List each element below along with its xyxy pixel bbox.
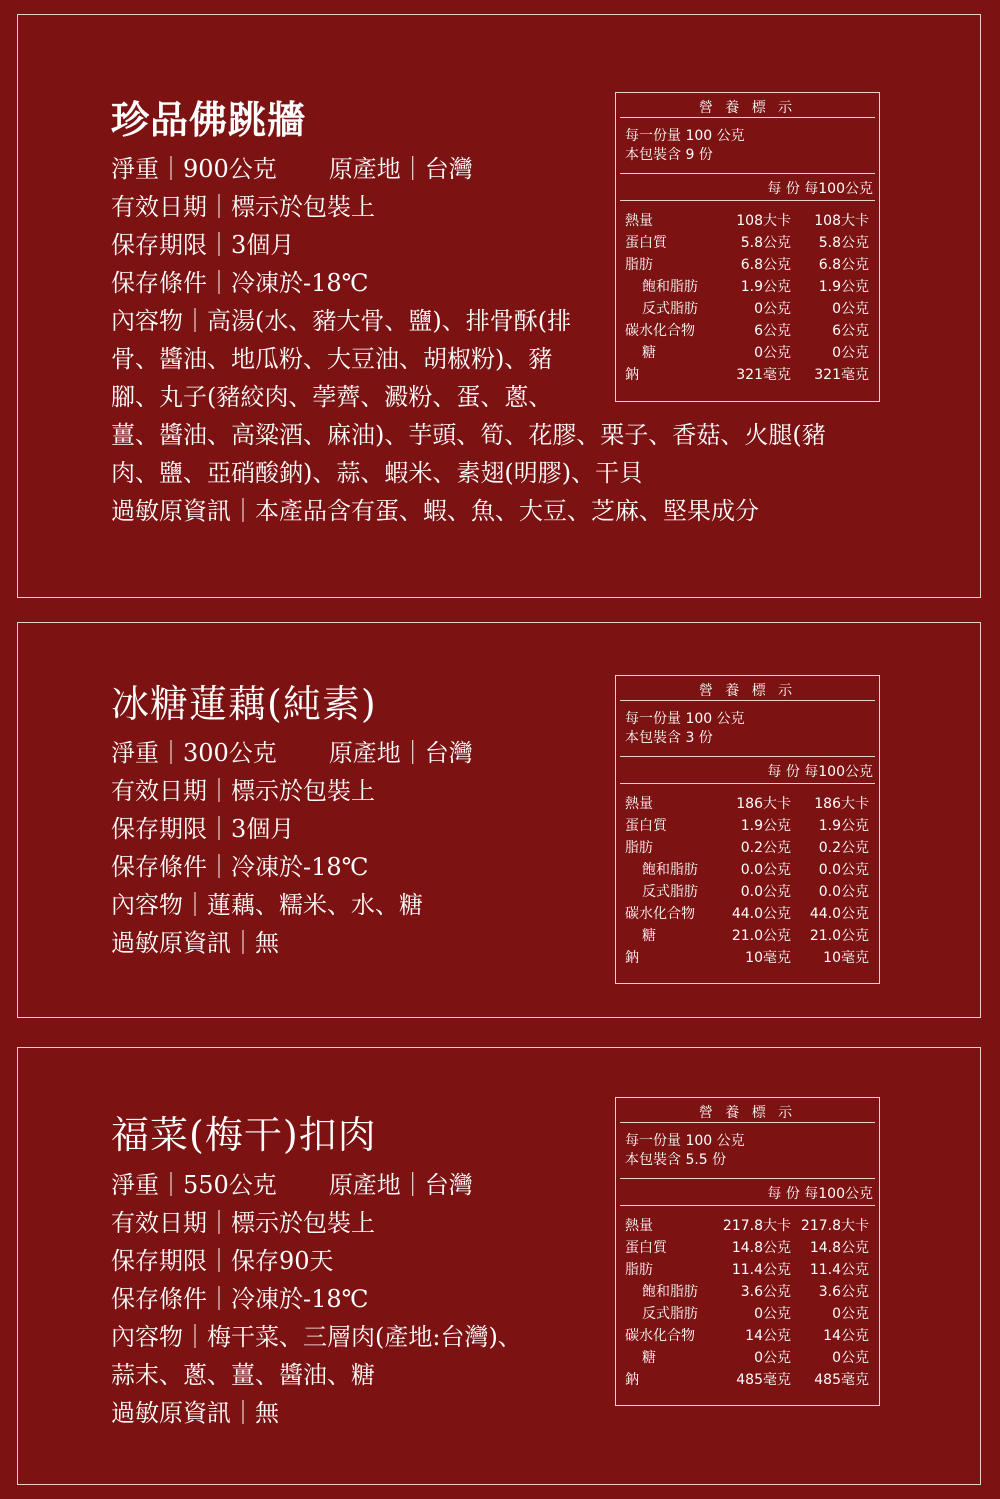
nutrition-rows <box>616 201 879 386</box>
nutrient-label: 鈉 <box>625 1372 639 1388</box>
per-serving-value: 1.9公克 <box>740 818 791 834</box>
nutrient-label: 熱量 <box>625 1218 653 1234</box>
per-100g-value: 21.0公克 <box>809 928 869 944</box>
nutrition-row <box>616 881 879 903</box>
nutrition-title: 營 養 標 示 <box>698 1105 797 1121</box>
info-line: 骨、醬油、地瓜粉、大豆油、胡椒粉)、豬 <box>111 345 553 373</box>
product-title: 珍品佛跳牆 <box>111 97 307 142</box>
nutrition-row <box>616 1369 879 1391</box>
nutrient-label: 脂肪 <box>625 840 653 856</box>
info-line: 腳、丸子(豬絞肉、荸薺、澱粉、蛋、蔥、 <box>111 383 553 411</box>
info-line: 薑、醬油、高粱酒、麻油)、芋頭、筍、花膠、栗子、香菇、火腿(豬 <box>111 421 826 449</box>
nutrient-label: 反式脂肪 <box>642 1306 698 1322</box>
nutrient-label: 碳水化合物 <box>625 323 695 339</box>
info-line: 有效日期｜標示於包裝上 <box>111 777 375 805</box>
nutrient-label: 脂肪 <box>625 1262 653 1278</box>
nutrient-label: 糖 <box>642 928 656 944</box>
product-panel-braised-pork <box>17 1047 981 1485</box>
per-100g-value: 0公克 <box>832 345 869 361</box>
per-serving-value: 321毫克 <box>736 367 791 383</box>
nutrition-row <box>616 1215 879 1237</box>
net-weight: 淨重｜550公克 <box>111 1171 277 1199</box>
info-line: 內容物｜高湯(水、豬大骨、鹽)、排骨酥(排 <box>111 307 572 335</box>
per-serving-value: 44.0公克 <box>731 906 791 922</box>
per-100g-value: 485毫克 <box>814 1372 869 1388</box>
per-100g-value: 186大卡 <box>814 796 869 812</box>
nutrition-title: 營 養 標 示 <box>698 683 797 699</box>
serving-info <box>616 701 879 756</box>
nutrition-row <box>616 320 879 342</box>
servings-per-package: 本包裝含 3 份 <box>625 730 713 746</box>
per-100g-value: 0.0公克 <box>818 862 869 878</box>
serving-size: 每一份量 100 公克 <box>625 128 745 144</box>
per-100g-value: 0.2公克 <box>818 840 869 856</box>
per-100g-value: 0.0公克 <box>818 884 869 900</box>
per-serving-value: 108大卡 <box>736 213 791 229</box>
servings-per-package: 本包裝含 5.5 份 <box>625 1152 727 1168</box>
per-serving-value: 0公克 <box>754 1306 791 1322</box>
nutrition-row <box>616 210 879 232</box>
nutrient-label: 飽和脂肪 <box>642 862 698 878</box>
nutrition-column-header: 每 份 每100公克 <box>767 181 873 197</box>
nutrition-row <box>616 859 879 881</box>
serving-size: 每一份量 100 公克 <box>625 711 745 727</box>
info-line: 內容物｜梅干菜、三層肉(產地:台灣)、 <box>111 1323 522 1351</box>
per-serving-value: 11.4公克 <box>731 1262 791 1278</box>
nutrition-facts-box <box>615 1097 880 1406</box>
nutrition-row <box>616 276 879 298</box>
per-serving-value: 217.8大卡 <box>722 1218 791 1234</box>
nutrient-label: 蛋白質 <box>625 235 667 251</box>
per-serving-value: 0公克 <box>754 345 791 361</box>
nutrient-label: 脂肪 <box>625 257 653 273</box>
info-line: 保存期限｜3個月 <box>111 231 295 259</box>
info-line: 肉、鹽、亞硝酸鈉)、蒜、蝦米、素翅(明膠)、干貝 <box>111 459 644 487</box>
nutrition-row <box>616 925 879 947</box>
nutrition-row <box>616 342 879 364</box>
nutrition-row <box>616 1237 879 1259</box>
per-100g-value: 5.8公克 <box>818 235 869 251</box>
per-serving-value: 14公克 <box>745 1328 791 1344</box>
product-title: 冰糖蓮藕(純素) <box>111 682 377 726</box>
nutrient-label: 飽和脂肪 <box>642 279 698 295</box>
nutrition-row <box>616 298 879 320</box>
per-serving-value: 21.0公克 <box>731 928 791 944</box>
per-serving-value: 1.9公克 <box>740 279 791 295</box>
per-serving-value: 0.0公克 <box>740 862 791 878</box>
net-weight: 淨重｜300公克 <box>111 739 277 767</box>
nutrition-rows <box>616 1206 879 1391</box>
per-100g-value: 11.4公克 <box>809 1262 869 1278</box>
per-serving-value: 0.2公克 <box>740 840 791 856</box>
origin: 原產地｜台灣 <box>328 155 473 183</box>
nutrition-row <box>616 903 879 925</box>
servings-per-package: 本包裝含 9 份 <box>625 147 713 163</box>
nutrient-label: 熱量 <box>625 213 653 229</box>
per-100g-value: 1.9公克 <box>818 279 869 295</box>
nutrient-label: 反式脂肪 <box>642 301 698 317</box>
product-panel-buddha-jumps-over-the-wall <box>17 14 981 598</box>
nutrition-row <box>616 1325 879 1347</box>
per-100g-value: 217.8大卡 <box>800 1218 869 1234</box>
serving-info <box>616 1123 879 1178</box>
origin: 原產地｜台灣 <box>328 1171 473 1199</box>
info-line: 有效日期｜標示於包裝上 <box>111 1209 375 1237</box>
info-line: 保存條件｜冷凍於-18℃ <box>111 1285 369 1313</box>
per-100g-value: 14.8公克 <box>809 1240 869 1256</box>
serving-size: 每一份量 100 公克 <box>625 1133 745 1149</box>
nutrition-row <box>616 1347 879 1369</box>
nutrition-row <box>616 947 879 969</box>
per-100g-value: 108大卡 <box>814 213 869 229</box>
nutrition-facts-box <box>615 92 880 402</box>
net-weight: 淨重｜900公克 <box>111 155 277 183</box>
nutrition-row <box>616 1281 879 1303</box>
nutrition-facts-box <box>615 675 880 984</box>
per-100g-value: 0公克 <box>832 1350 869 1366</box>
per-serving-value: 14.8公克 <box>731 1240 791 1256</box>
nutrient-label: 鈉 <box>625 367 639 383</box>
nutrient-label: 碳水化合物 <box>625 1328 695 1344</box>
info-line: 有效日期｜標示於包裝上 <box>111 193 375 221</box>
per-100g-value: 1.9公克 <box>818 818 869 834</box>
product-title: 福菜(梅干)扣肉 <box>111 1113 377 1157</box>
info-line: 保存期限｜保存90天 <box>111 1247 334 1275</box>
nutrient-label: 鈉 <box>625 950 639 966</box>
nutrient-label: 碳水化合物 <box>625 906 695 922</box>
nutrition-column-header: 每 份 每100公克 <box>767 1186 873 1202</box>
nutrient-label: 蛋白質 <box>625 1240 667 1256</box>
product-panel-lotus-root <box>17 622 981 1018</box>
per-serving-value: 6.8公克 <box>740 257 791 273</box>
info-line: 保存條件｜冷凍於-18℃ <box>111 853 369 881</box>
nutrition-row <box>616 1303 879 1325</box>
per-100g-value: 6公克 <box>832 323 869 339</box>
info-line: 保存期限｜3個月 <box>111 815 295 843</box>
nutrition-row <box>616 254 879 276</box>
nutrient-label: 反式脂肪 <box>642 884 698 900</box>
nutrient-label: 熱量 <box>625 796 653 812</box>
nutrient-label: 糖 <box>642 1350 656 1366</box>
per-100g-value: 0公克 <box>832 301 869 317</box>
nutrient-label: 蛋白質 <box>625 818 667 834</box>
per-serving-value: 0.0公克 <box>740 884 791 900</box>
nutrition-row <box>616 793 879 815</box>
per-serving-value: 6公克 <box>754 323 791 339</box>
info-line: 過敏原資訊｜本產品含有蛋、蝦、魚、大豆、芝麻、堅果成分 <box>111 497 759 525</box>
per-serving-value: 0公克 <box>754 301 791 317</box>
nutrition-rows <box>616 784 879 969</box>
per-serving-value: 5.8公克 <box>740 235 791 251</box>
info-line: 內容物｜蓮藕、糯米、水、糖 <box>111 891 423 919</box>
nutrition-row <box>616 232 879 254</box>
per-100g-value: 3.6公克 <box>818 1284 869 1300</box>
info-line: 蒜末、蔥、薑、醬油、糖 <box>111 1361 375 1389</box>
info-line: 保存條件｜冷凍於-18℃ <box>111 269 369 297</box>
per-serving-value: 186大卡 <box>736 796 791 812</box>
per-serving-value: 0公克 <box>754 1350 791 1366</box>
nutrition-title: 營 養 標 示 <box>698 100 797 116</box>
nutrition-row <box>616 364 879 386</box>
info-line: 過敏原資訊｜無 <box>111 1399 279 1427</box>
nutrient-label: 糖 <box>642 345 656 361</box>
origin: 原產地｜台灣 <box>328 739 473 767</box>
per-serving-value: 3.6公克 <box>740 1284 791 1300</box>
nutrition-row <box>616 1259 879 1281</box>
per-serving-value: 485毫克 <box>736 1372 791 1388</box>
per-100g-value: 321毫克 <box>814 367 869 383</box>
per-100g-value: 0公克 <box>832 1306 869 1322</box>
nutrition-column-header: 每 份 每100公克 <box>767 764 873 780</box>
per-100g-value: 44.0公克 <box>809 906 869 922</box>
per-100g-value: 14公克 <box>823 1328 869 1344</box>
per-serving-value: 10毫克 <box>745 950 791 966</box>
per-100g-value: 10毫克 <box>823 950 869 966</box>
nutrition-row <box>616 837 879 859</box>
per-100g-value: 6.8公克 <box>818 257 869 273</box>
nutrient-label: 飽和脂肪 <box>642 1284 698 1300</box>
info-line: 過敏原資訊｜無 <box>111 929 279 957</box>
nutrition-row <box>616 815 879 837</box>
serving-info <box>616 118 879 173</box>
